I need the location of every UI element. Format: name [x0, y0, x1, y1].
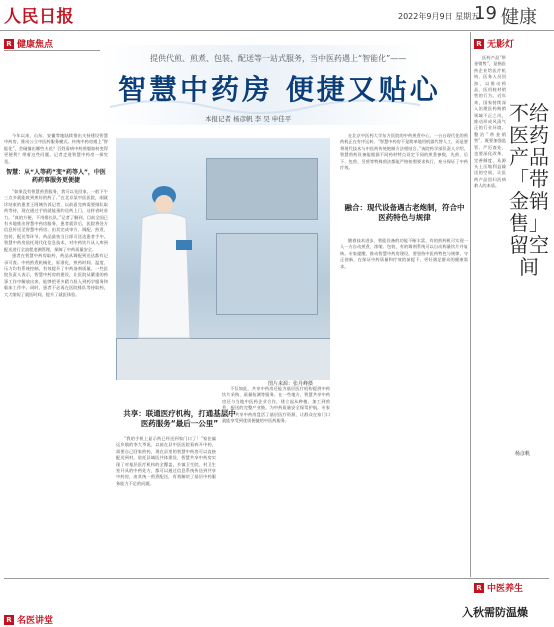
- photo-worker: [136, 178, 192, 348]
- subheading-1: 智慧：从“人等药”变“药等人”，中医药药事服务更便捷: [6, 169, 106, 185]
- article-byline: 本报记者 杨彦帆 李 昊 申佳平: [205, 115, 292, 123]
- body-paragraph: 随着技术进步，智能设备的功能不断丰富，有的煎药机可实现一人一方自动煎煮、浓缩、包装，有的调剂系统可以自动称量饮片并复核。专家提醒，推动智慧中药房建设，要坚持中医药特色与规律，守正创新，在保证中药质量和疗效的前提下，更好满足群众的健康需求。: [340, 238, 468, 269]
- body-paragraph: 不仅如此，共享中药房还能为基层医疗机构提供中药饮片采购、质量检测等服务。在一些地方，智慧共享中药房还与当地中医药企业合作，建立起从种植、加工到煎煮、配送的完整产业链，为中药质量安全保驾护航。专家表示，共享中药房盘活了基层医疗资源，让群众在家门口就能享受到优质便捷的中医药服务。: [222, 386, 330, 424]
- body-paragraph: “如果没有智慧煎煮服务，我可以先回家，一般下午三点多就能收到煎好的药了。”在北京某中医医院，刚就诊结束的患者王阿姨告诉记者，以前看完病需要排队取药等待，现在通过手机就能预约送药上门，这样省时省力。“真的方便，不用排长队。”记者了解到，目前全国已有多地推出智慧中药房服务，患者就诊后，医院将处方信息传送至智慧中药房，由其完成审方、调配、煎煮、包装、配送等环节，药品最快当日即可送达患者手中。智慧中药房依托现代化信息技术，对中药饮片从入库到配送进行全流程追溯管理，保障了中药质量安全。: [4, 189, 108, 252]
- subheading-2: 共享：联通医疗机构，打通基层中医药服务“最后一公里”: [123, 409, 236, 428]
- body-paragraph: “我的手机上显示药已经送到家门口了！”家住偏远乡镇的李大爷说，以前在县中医医院看病开中药，需要自己回家煎药，现在县里的智慧中药房可以直接配送到村。依托县域医共体建设，智慧共享中药房实现了对基层医疗机构的全覆盖，乡镇卫生院、村卫生室开具的中药处方，都可以通过信息系统传送到共享中药房，由其统一煎煮配送，有效解决了基层中药服务能力不足的问题。: [116, 436, 216, 486]
- article-photo: [116, 138, 330, 380]
- divider: [470, 32, 471, 577]
- text-column-3: [222, 386, 330, 626]
- issue-date: 2022年9月9日 星期五: [398, 12, 480, 21]
- section-title-bottom-left: 名医讲堂: [17, 616, 54, 626]
- page-number: 19: [474, 3, 497, 24]
- page-name: 健康: [501, 7, 537, 28]
- section-head-bottom-left: [4, 613, 53, 626]
- body-paragraph: 患者在智慧中药房取药，药品从调配到送达都有记录可查。中药煎煮机械化、标准化，煎药时间、温度、压力均有系统控制，有效提升了中药汤剂质量。一些医院负责人表示，智慧中药房的建设，让医院从繁重的药事工作中解放出来，能够把更多精力投入到药学服务和临床工作中。同时，患者不必再在医院排队等待取药，大大缩短了就医时间，提升了就医体验。: [4, 253, 108, 297]
- sidebar-byline: 杨彦帆: [515, 451, 531, 457]
- sidebar-headline: 不给医药产品「带金销售」留空间: [509, 101, 549, 279]
- article-headline: 智慧中药房 便捷又贴心: [118, 73, 441, 106]
- section-title-main: 健康焦点: [17, 40, 54, 50]
- photo-equipment: [206, 158, 318, 220]
- section-title-side: 无影灯: [487, 40, 515, 50]
- section-mark-icon: R: [474, 583, 484, 593]
- divider: [4, 578, 549, 579]
- teaser-headline: 入秋需防温燥: [462, 606, 528, 619]
- section-head-main: [4, 37, 53, 50]
- section-mark-icon: R: [4, 39, 14, 49]
- text-column-2: [116, 436, 216, 626]
- section-mark-icon: R: [4, 615, 14, 625]
- section-mark-icon: R: [474, 39, 484, 49]
- masthead: [0, 0, 554, 31]
- body-paragraph: 医药产品“带金销售”，是指医药企业给医疗机构、医务人员回扣，以推动药品、医用耗材销售的行为。近年来，国家持续深入治理医药购销领域不正之风，推动形成风清气正的行业环境。整治“带金销售”，既要加强监管、严厉查处，也要深化改革、完善制度，从源头上压缩利益输送的空间，让医药产品回归治病救人的本质。: [474, 55, 506, 189]
- text-column-1: [4, 133, 108, 625]
- photo-caption: 图片来源：张丹峰摄: [268, 381, 314, 387]
- photo-equipment: [216, 233, 318, 315]
- section-head-side: [474, 37, 514, 50]
- text-column-4: [340, 133, 468, 201]
- body-paragraph: 在北京中医药大学东方医院的中药煎煮中心，一台台现代化的煎药机正在有序运转。“智慧中药房不是简单地用机器代替人工，而是要将现代技术与中医药传统炮制方法相结合。”该院药学部负责人介绍，智慧煎药设备能根据不同药材特点设定不同的煎煮参数，先煎、后下、包煎、另煎等特殊煎法都能严格按照要求执行，充分保证了中药疗效。: [340, 133, 468, 171]
- newspaper-logo: 人民日报: [4, 7, 74, 27]
- section-head-bottom-right: [474, 581, 523, 594]
- section-title-bottom-right: 中医养生: [487, 584, 524, 594]
- lead-paragraph: 今年以来，山东、安徽等地陆续推出支持建设智慧中药房，推动公立中医药服务模式。传统中药房遇上“智能化”，会碰撞出哪些火花？百姓看病中药煎服如何变得更便利？带着这些问题，记者走进智慧中药房一探究竟。: [4, 133, 108, 164]
- sidebar-text: [474, 55, 506, 475]
- subheading-3: 融合：现代设备遇古老炮制，符合中医药特色与规律: [344, 203, 465, 222]
- text-column-5: [340, 238, 468, 538]
- article-subtitle: 提供代煎、煎煮、包装、配送等一站式服务，当中医药遇上“智能化”——: [150, 54, 407, 63]
